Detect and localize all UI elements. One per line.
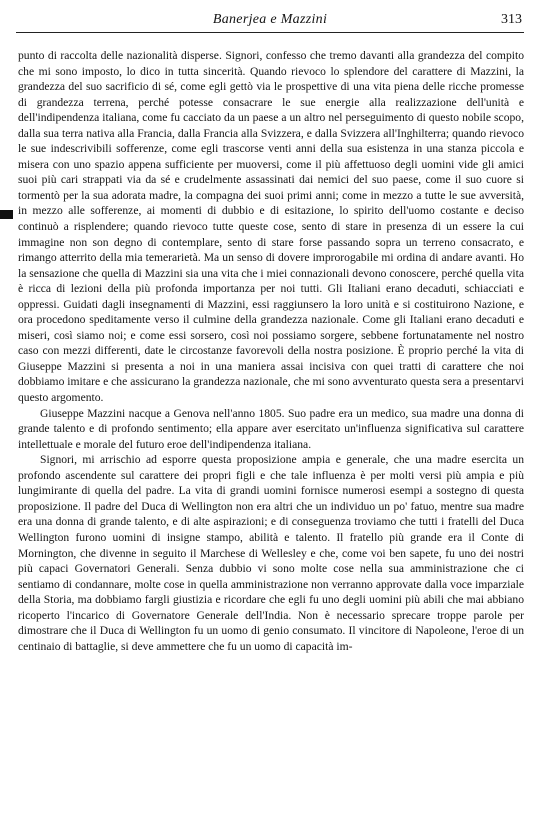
running-title: Banerjea e Mazzini <box>212 12 328 27</box>
page-number: 313 <box>501 12 522 27</box>
body-text <box>18 48 524 654</box>
paragraph: punto di raccolta delle nazionalità disperse. Signori, confesso che tremo davanti alla grandezza del compito che mi sono imposto, lo dico in tutta sincerità. Quando rievoco lo splendore del carattere di Mazzini, la grandezza del suo sacrificio di sé, come egli gettò via le prospettive di una vita piena delle ricche promesse di grandezza terrena, perché potesse consacrare le sue energie alla realizzazione dell'unità e dell'indipendenza italiana, come fu cacciato da un paese a un altro nel perseguimento di questo nobile scopo, dalla sua terra nativa alla Francia, dalla Francia alla Svizzera, e dalla Svizzera all'Inghilterra; quando rievoco le sue indescrivibili sofferenze, come egli trascorse venti anni della sua esistenza in una stanza piccola e misera con uno spazio appena sufficiente per muoversi, come il più affettuoso degli uomini vide gli amici suoi più cari strappati via da sé e crudelmente assassinati dai nemici del suo paese, come il suo cuore si tormentò per la sua adorata madre, la compagna dei suoi primi anni; come in mezzo a tutte le sue avversità, in mezzo alle sofferenze, ai momenti di dubbio e di esitazione, lo spirito dell'uomo costante e deciso continuò a risplendere; quando rievoco tutte queste cose, sento di stare in presenza di un essere la cui immagine non son degno di contemplare, sento di stare forse passando sopra un terreno consacrato, e rimango atterrito della mia temerarietà. Ma un senso di dovere improrogabile mi ordina di andare avanti. Ho la sensazione che quella di Mazzini sia una vita che i miei connazionali devono conoscere, perché quella vita è ricca di lezioni della più profonda importanza per noi tutti. Gli Italiani erano decaduti, schiacciati e oppressi. Guidati dagli insegnamenti di Mazzini, essi raggiunsero la loro unità e si costituirono Nazione, e ora procedono speditamente verso il culmine della grandezza nazionale. Come gli Italiani erano decaduti e miseri, così siamo noi; e come essi sorsero, così noi possiamo sorgere, sebbene fortunatamente nel nostro caso con mezzi differenti, date le circostanze favorevoli della nostra posizione. È proprio perché la vita di Giuseppe Mazzini si presenta a noi in una maniera assai incisiva con quei tratti di carattere che noi dobbiamo imitare e che assicurano la grandezza nazionale, che mi sono avventurato questa sera a presentarvi questo argomento. <box>18 49 524 405</box>
paragraph: Giuseppe Mazzini nacque a Genova nell'anno 1805. Suo padre era un medico, sua madre una donna di grande talento e di profondo sentimento; ella appare aver esercitato un'influenza significativa sul carattere intellettuale e morale del futuro eroe dell'indipendenza italiana. <box>18 406 524 451</box>
running-header <box>16 10 524 33</box>
margin-mark <box>0 210 13 219</box>
paragraph: Signori, mi arrischio ad esporre questa proposizione ampia e generale, che una madre esercita un profondo ascendente sul carattere dei propri figli e che tale influenza è per molti versi più ampia e più lungimirante di quella del padre. La vita di grandi uomini fornisce numerosi esempi a sostegno di questa proposizione. Il padre del Duca di Wellington non era altri che un individuo un po' fatuo, mentre sua madre era una donna di grande talento, e di alte aspirazioni; e di conseguenza troviamo che tutti i fratelli del Duca Wellington furono uomini di insigne stampo, abilità e talento. Il fratello più grande era il Conte di Mornington, che divenne in seguito il Marchese di Wellesley e che, come voi ben sapete, fu uno dei nostri più capaci Governatori Generali. Senza dubbio vi sono molte cose nella sua amministrazione che ci sentiamo di condannare, molte cose in quella amministrazione non verranno approvate dalla voce imparziale della Storia, ma dobbiamo fargli giustizia e ricordare che egli fu uno degli uomini più abili che mai abbiano ricoperto l'incarico di Governatore Generale dell'India. Non è necessario sprecare troppe parole per dimostrare che il Duca di Wellington fu un uomo di genio consumato. Il vincitore di Napoleone, l'eroe di un centinaio di battaglie, si deve ammettere che fu un uomo di capacità im- <box>18 453 524 653</box>
